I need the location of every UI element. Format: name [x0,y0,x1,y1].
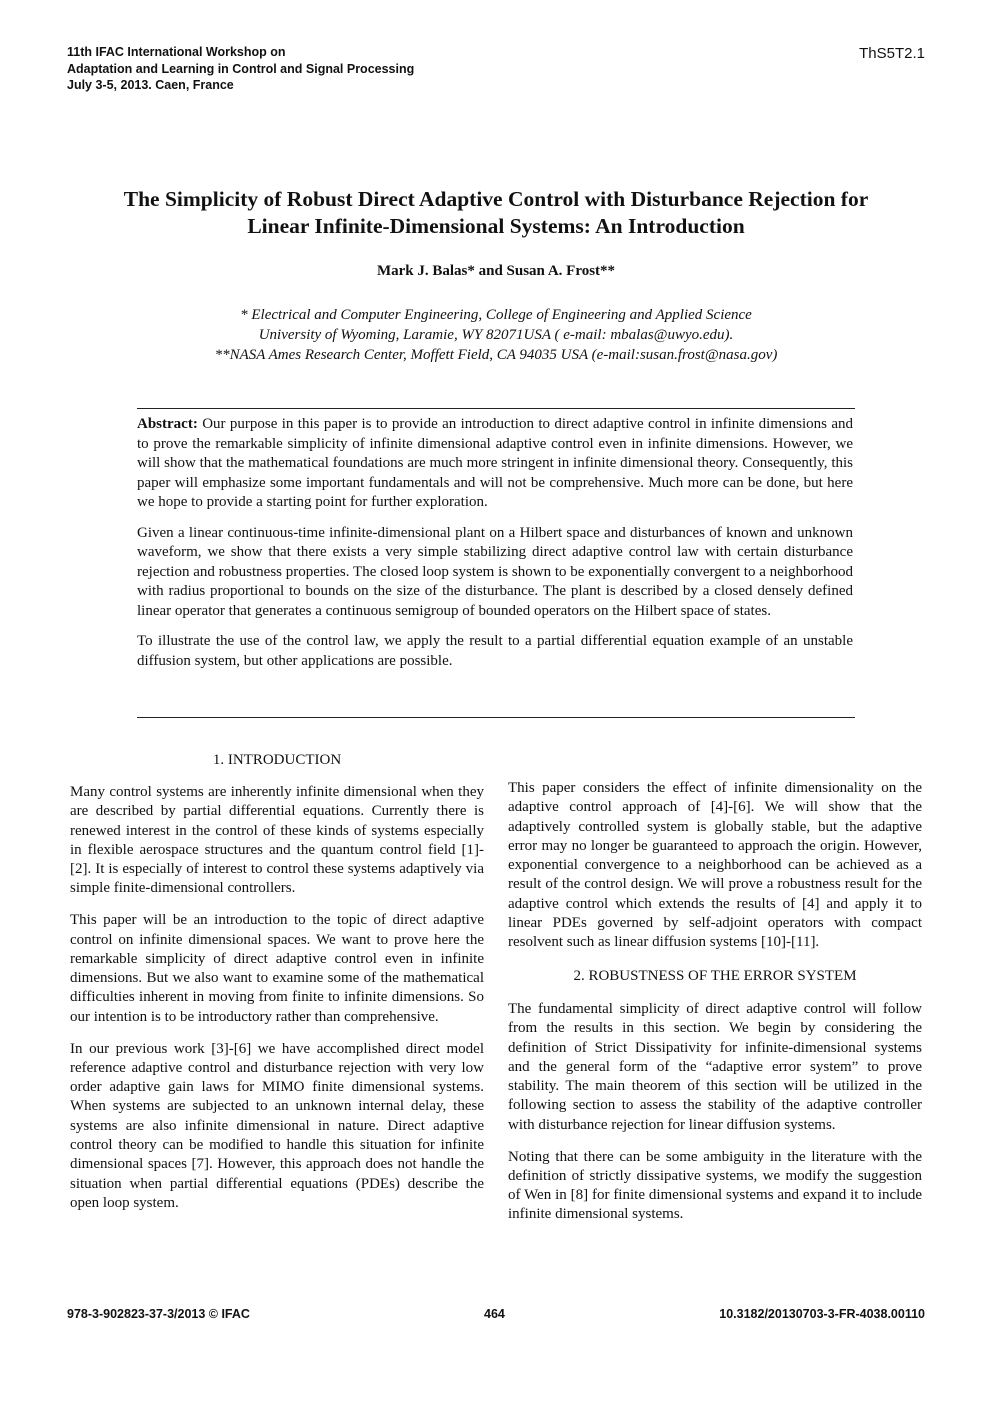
body-paragraph: Noting that there can be some ambiguity in the literature with the definition of strictly dissipative systems, we modify the suggestion of Wen in [8] for finite dimensional systems and expand it to include infinite dimensional systems. [508,1148,922,1223]
authors: Mark J. Balas* and Susan A. Frost** [376,263,616,279]
left-column [70,783,484,1226]
body-paragraph: In our previous work [3]-[6] we have accomplished direct model reference adaptive control and disturbance rejection with very low order adaptive gain laws for MIMO finite dimensional systems. When systems are subjected to an unknown internal delay, these systems are also infinite dimensional in nature. Direct adaptive control theory can be modified to handle this situation for infinite dimensional spaces [7]. However, this approach does not handle the situation when partial differential equations (PDEs) describe the open loop system. [70,1040,484,1211]
conference-header [67,44,414,94]
title-line: The Simplicity of Robust Direct Adaptive Control with Disturbance Rejection for [123,187,869,211]
abstract-bottom-rule [137,717,855,718]
body-paragraph: This paper will be an introduction to the topic of direct adaptive control on infinite dimensional spaces. We want to prove here the remarkable simplicity of direct adaptive control even in infinite dimensions. But we also want to examine some of the mathematical difficulties inherent in moving from finite to infinite dimensions. So our intention is to be introductory rather than comprehensive. [70,912,484,1025]
affiliation-line: * Electrical and Computer Engineering, College of Engineering and Applied Science [240,307,752,323]
body-paragraph: The fundamental simplicity of direct adaptive control will follow from the results in this section. We begin by considering the definition of Strict Dissipativity for infinite-dimensional systems and the general form of the “adaptive error system” to prove stability. The main theorem of this section will be utilized in the following section to assess the stability of the adaptive controller with disturbance rejection for linear diffusion systems. [508,1000,922,1133]
paper-title [60,186,932,240]
abstract-paragraph [137,415,853,513]
abstract-paragraph: Given a linear continuous-time infinite-dimensional plant on a Hilbert space and disturbances of known and unknown waveform, we show that there exists a very simple stabilizing direct adaptive control law with certain disturbance rejection and robustness properties. The closed loop system is shown to be exponentially convergent to a neighborhood with radius proportional to bounds on the size of the disturbance. The plant is described by a closed densely defined linear operator that generates a continuous semigroup of bounded operators on the Hilbert space of states. [137,524,853,619]
abstract-paragraph: To illustrate the use of the control law, we apply the result to a partial differential equation example of an unstable diffusion system, but other applications are possible. [137,633,853,669]
section-heading: 2. ROBUSTNESS OF THE ERROR SYSTEM [573,967,857,984]
footer-doi: 10.3182/20130703-3-FR-4038.00110 [719,1307,925,1321]
affiliation-line: **NASA Ames Research Center, Moffett Field, CA 94035 USA (e-mail:susan.frost@nasa.gov) [214,347,778,363]
body-paragraph: This paper considers the effect of infinite dimensionality on the adaptive control approach of [4]-[6]. We will show that the adaptively controlled system is globally stable, but the adaptive error may no longer be guaranteed to approach the origin. However, exponential convergence to a neighborhood can be achieved as a result of the control design. We will prove a robustness result for the adaptive control which extends the results of [4] and apply it to linear PDEs governed by self-adjoint operators with compact resolvent such as linear diffusion systems [10]-[11]. [508,780,922,951]
affiliation-line: University of Wyoming, Laramie, WY 82071USA ( e-mail: mbalas@uwyo.edu). [258,327,734,343]
abstract-top-rule [137,408,855,409]
body-paragraph: Many control systems are inherently infinite dimensional when they are described by partial differential equations. Currently there is renewed interest in the control of these kinds of systems especially in flexible aerospace structures and the quantum control field [1]-[2]. It is especially of interest to control these systems adaptively via simple finite-dimensional controllers. [70,784,484,897]
right-column [508,779,922,1237]
conference-line: 11th IFAC International Workshop on [67,45,286,59]
abstract-text: Our purpose in this paper is to provide an introduction to direct adaptive control in infinite dimensions and to prove the remarkable simplicity of infinite dimensional adaptive control even in infinite dimensions. However, we will show that the mathematical foundations are much more stringent in infinite dimensional theory. Consequently, this paper will emphasize some important fundamentals and will not be comprehensive. Much more can be done, but here we hope to provide a starting point for further exploration. [137,416,853,510]
session-code: ThS5T2.1 [859,45,925,62]
conference-line: July 3-5, 2013. Caen, France [67,78,234,92]
title-line: Linear Infinite-Dimensional Systems: An Introduction [247,214,745,238]
page-number: 464 [484,1307,505,1321]
affiliations [0,305,992,365]
abstract-label: Abstract: [137,416,198,432]
conference-line: Adaptation and Learning in Control and Signal Processing [67,61,415,76]
footer-isbn: 978-3-902823-37-3/2013 © IFAC [67,1307,250,1321]
abstract [137,415,853,682]
section-heading: 1. INTRODUCTION [212,752,342,768]
